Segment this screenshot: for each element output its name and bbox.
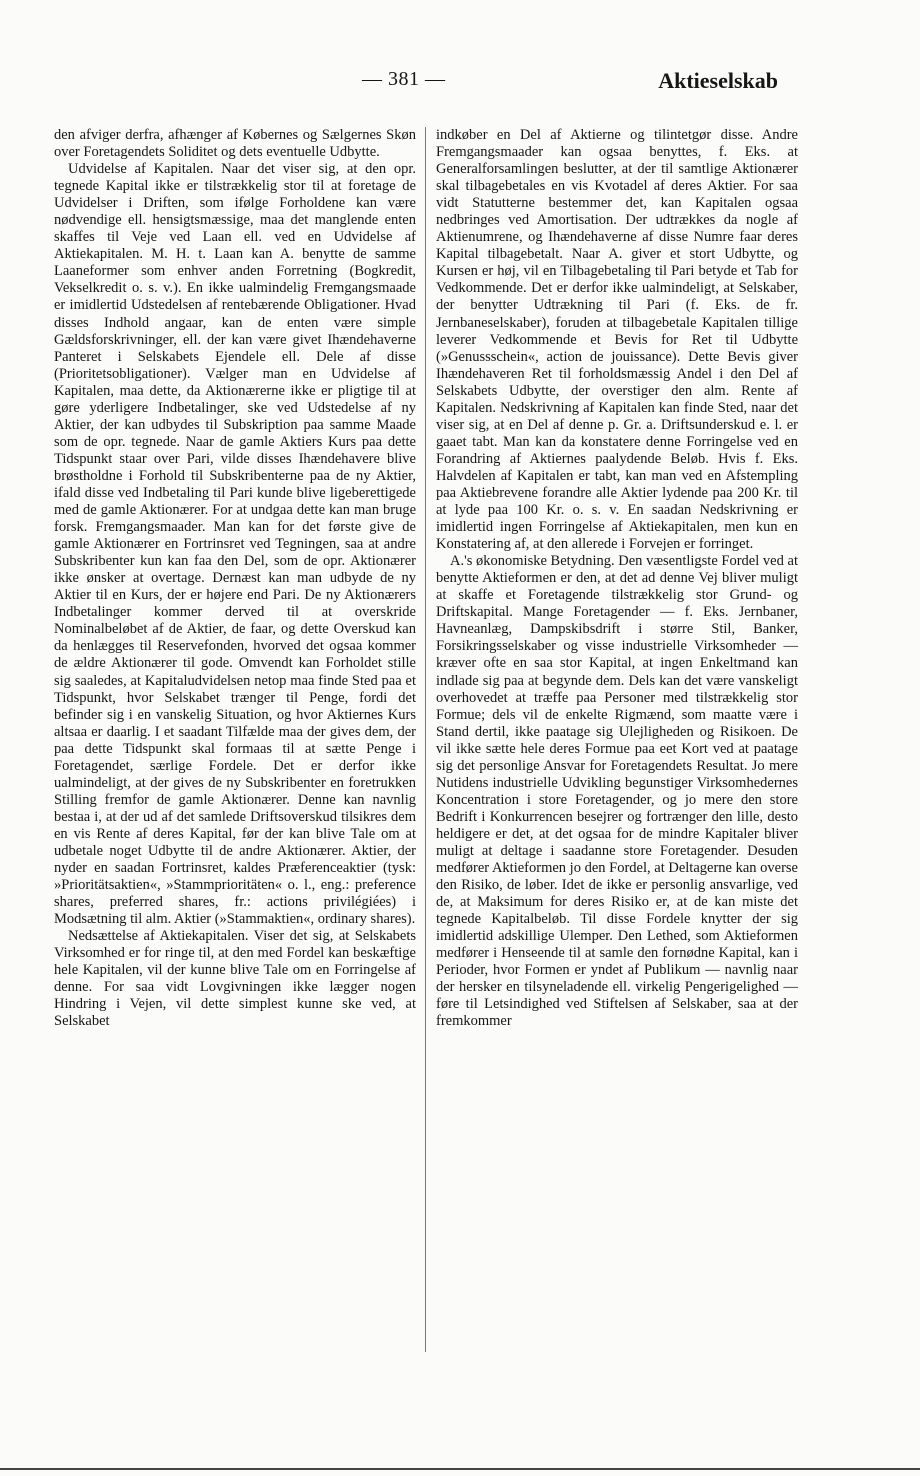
right-column: [436, 127, 798, 1030]
bottom-rule: [0, 1468, 920, 1470]
paragraph: Udvidelse af Kapitalen. Naar det viser sig, at den opr. tegnede Kapital ikke er tilstrækkelig stor til at foretage de Udvidelser i Driften, som ifølge Forholdene kan være nødvendige ell. hensigtsmæssige, maa det manglende enten skaffes til Veje ved Laan ell. ved en Udvidelse af Aktiekapitalen. M. H. t. Laan kan A. benytte de samme Laaneformer som enhver anden Forretning (Bogkredit, Vekselkredit o. s. v.). En ikke ualmindelig Fremgangsmaade er imidlertid Udstedelsen af rentebærende Obligationer. Hvad disses Indhold angaar, kan de enten være simple Gældsforskrivninger, ell. der kan være givet Ihændehaverne Panteret i Selskabets Ejendele ell. Dele af disse (Prioritetsobligationer). Vælger man en Udvidelse af Kapitalen, maa dette, da Aktionærerne ikke er pligtige til at gøre yderligere Indbetalinger, ske ved Udstedelse af ny Aktier, der kan udbydes til Subskription paa samme Maade som de opr. tegnede. Naar de gamle Aktiers Kurs paa dette Tidspunkt staar over Pari, vilde disses Ihændehavere blive brøstholdne i Forhold til Subskribenterne paa de ny Aktier, ifald disse ved Indbetaling til Pari kunde blive ligeberettigede med de gamle Aktionærer. For at undgaa dette kan man bruge forsk. Fremgangsmaader. Man kan for det første give de gamle Aktionærer en Fortrinsret ved Tegningen, saa at andre Subskribenter kun kan faa den Del, som de opr. Aktionærer ikke ønsker at overtage. Dernæst kan man udbyde de ny Aktier til en Kurs, der er højere end Pari. De ny Aktionærers Indbetalinger kommer derved til at overskride Nominalbeløbet af de Aktier, de faar, og dette Overskud kan da henlægges til Reservefonden, hvorved det ogsaa kommer de ældre Aktionærer til gode. Omvendt kan Forholdet stille sig saaledes, at Kapitaludvidelsen netop maa finde Sted paa et Tidspunkt, hvor Selskabet trænger til Penge, fordi det befinder sig i en vanskelig Situation, og hvor Aktiernes Kurs altsaa er daarlig. I et saadant Tilfælde maa der gives dem, der paa dette Tidspunkt skal formaas til at sætte Penge i Foretagendet, særlige Fordele. Det er derfor ikke ualmindeligt, at der gives de ny Subskribenter en foretrukken Stilling fremfor de gamle Aktionærer. Denne kan navnlig bestaa i, at der ud af det samlede Driftsoverskud tilsikres dem en vis Rente af deres Kapital, før der kan blive Tale om at udbetale noget Udbytte til de andre Aktionærer. Aktier, der nyder en saadan Fortrinsret, kaldes Præferenceaktier (tysk: »Prioritätsaktien«, »Stammprioritäten« o. l., eng.: preference shares, preferred shares, fr.: actions privilégiées) i Modsætning til alm. Aktier (»Stammaktien«, ordinary shares).: [54, 161, 416, 928]
left-column: [54, 127, 416, 1030]
paragraph: den afviger derfra, afhænger af Købernes og Sælgernes Skøn over Foretagendets Soliditet og dets eventuelle Udbytte.: [54, 127, 416, 161]
page-number: — 381 —: [362, 68, 446, 90]
page-header: [0, 68, 920, 102]
paragraph: indkøber en Del af Aktierne og tilintetgør disse. Andre Fremgangsmaader kan ogsaa benyttes, f. Eks. at Generalforsamlingen beslutter, at der til samtlige Aktionærer skal tilbagebetales en vis Kvotadel af deres Aktier. For saa vidt Statutterne bestemmer det, kan Kapitalen ogsaa nedbringes ved Amortisation. Der udtrækkes da nogle af Aktienumrene, og Ihændehaverne af disse Numre faar deres Kapital tilbagebetalt. Naar A. giver et stort Udbytte, og Kursen er høj, vil en Tilbagebetaling til Pari betyde et Tab for Vedkommende. Det er derfor ikke ualmindeligt, at Selskaber, der benytter Udtrækning til Pari (f. Eks. de fr. Jernbaneselskaber), foruden at tilbagebetale Kapitalen tillige leverer Vedkommende et Bevis for Ret til Udbytte (»Genussschein«, action de jouissance). Dette Bevis giver Ihændehaveren Ret til forholdsmæssig Andel i den Del af Selskabets Udbytte, der overstiger den alm. Rente af Kapitalen. Nedskrivning af Kapitalen kan finde Sted, naar det viser sig, at en Del af denne p. Gr. a. Driftsunderskud e. l. er gaaet tabt. Man kan da konstatere denne Forringelse ved en Forandring af Aktiernes paalydende Beløb. Hvis f. Eks. Halvdelen af Kapitalen er tabt, kan man ved en Afstempling paa Aktiebrevene forandre alle Aktier lydende paa 200 Kr. til at lyde paa 100 Kr. o. s. v. En saadan Nedskrivning er imidlertid ingen Forringelse af Aktiekapitalen, men kun en Konstatering af, at den allerede i Forvejen er forringet.: [436, 127, 798, 553]
column-divider: [425, 127, 426, 1352]
paragraph: A.'s økonomiske Betydning. Den væsentligste Fordel ved at benytte Aktieformen er den, at det ad denne Vej bliver muligt at skaffe et Foretagende tilstrækkelig stor Grund- og Driftskapital. Mange Foretagender — f. Eks. Jernbaner, Havneanlæg, Dampskibsdrift i større Stil, Banker, Forsikringsselskaber og visse industrielle Virksomheder — kræver ofte en saa stor Kapital, at ingen Enkeltmand kan indlade sig paa at begynde dem. Dels kan det være vanskeligt overhovedet at træffe paa Personer med tilstrækkelig stor Formue; dels vil de enkelte Rigmænd, som maatte være i Stand dertil, ikke paatage sig Ulejligheden og Risikoen. De vil ikke sætte hele deres Formue paa eet Kort ved at paatage sig det personlige Ansvar for Foretagendets Resultat. Jo mere Nutidens industrielle Udvikling begunstiger Virksomhedernes Koncentration i store Foretagender, og jo mere den store Bedrift i Konkurrencen besejrer og fortrænger den lille, desto heldigere er det, at det ogsaa for de mindre Kapitaler bliver muligt at deltage i saadanne store Foretagender. Desuden medfører Aktieformen jo den Fordel, at Deltagerne kan overse den Risiko, de løber. Idet de ikke er personlig ansvarlige, ved de, at Maksimum for deres Risiko er, at de kan miste det tegnede Kapitalbeløb. Til disse Fordele knytter der sig imidlertid adskillige Ulemper. Den Lethed, som Aktieformen medfører i Henseende til at samle den fornødne Kapital, kan i Perioder, hvor Formen er yndet af Publikum — navnlig naar der hersker en tilsyneladende ell. virkelig Pengerigelighed — føre til Letsindighed ved Stiftelsen af Selskaber, saa at der fremkommer: [436, 553, 798, 1030]
paragraph: Nedsættelse af Aktiekapitalen. Viser det sig, at Selskabets Virksomhed er for ringe til, at den med Fordel kan beskæftige hele Kapitalen, vil der kunne blive Tale om en Forringelse af denne. For saa vidt Lovgivningen ikke lægger nogen Hindring i Vejen, vil dette simplest kunne ske ved, at Selskabet: [54, 928, 416, 1030]
running-head: Aktieselskab: [658, 68, 778, 93]
